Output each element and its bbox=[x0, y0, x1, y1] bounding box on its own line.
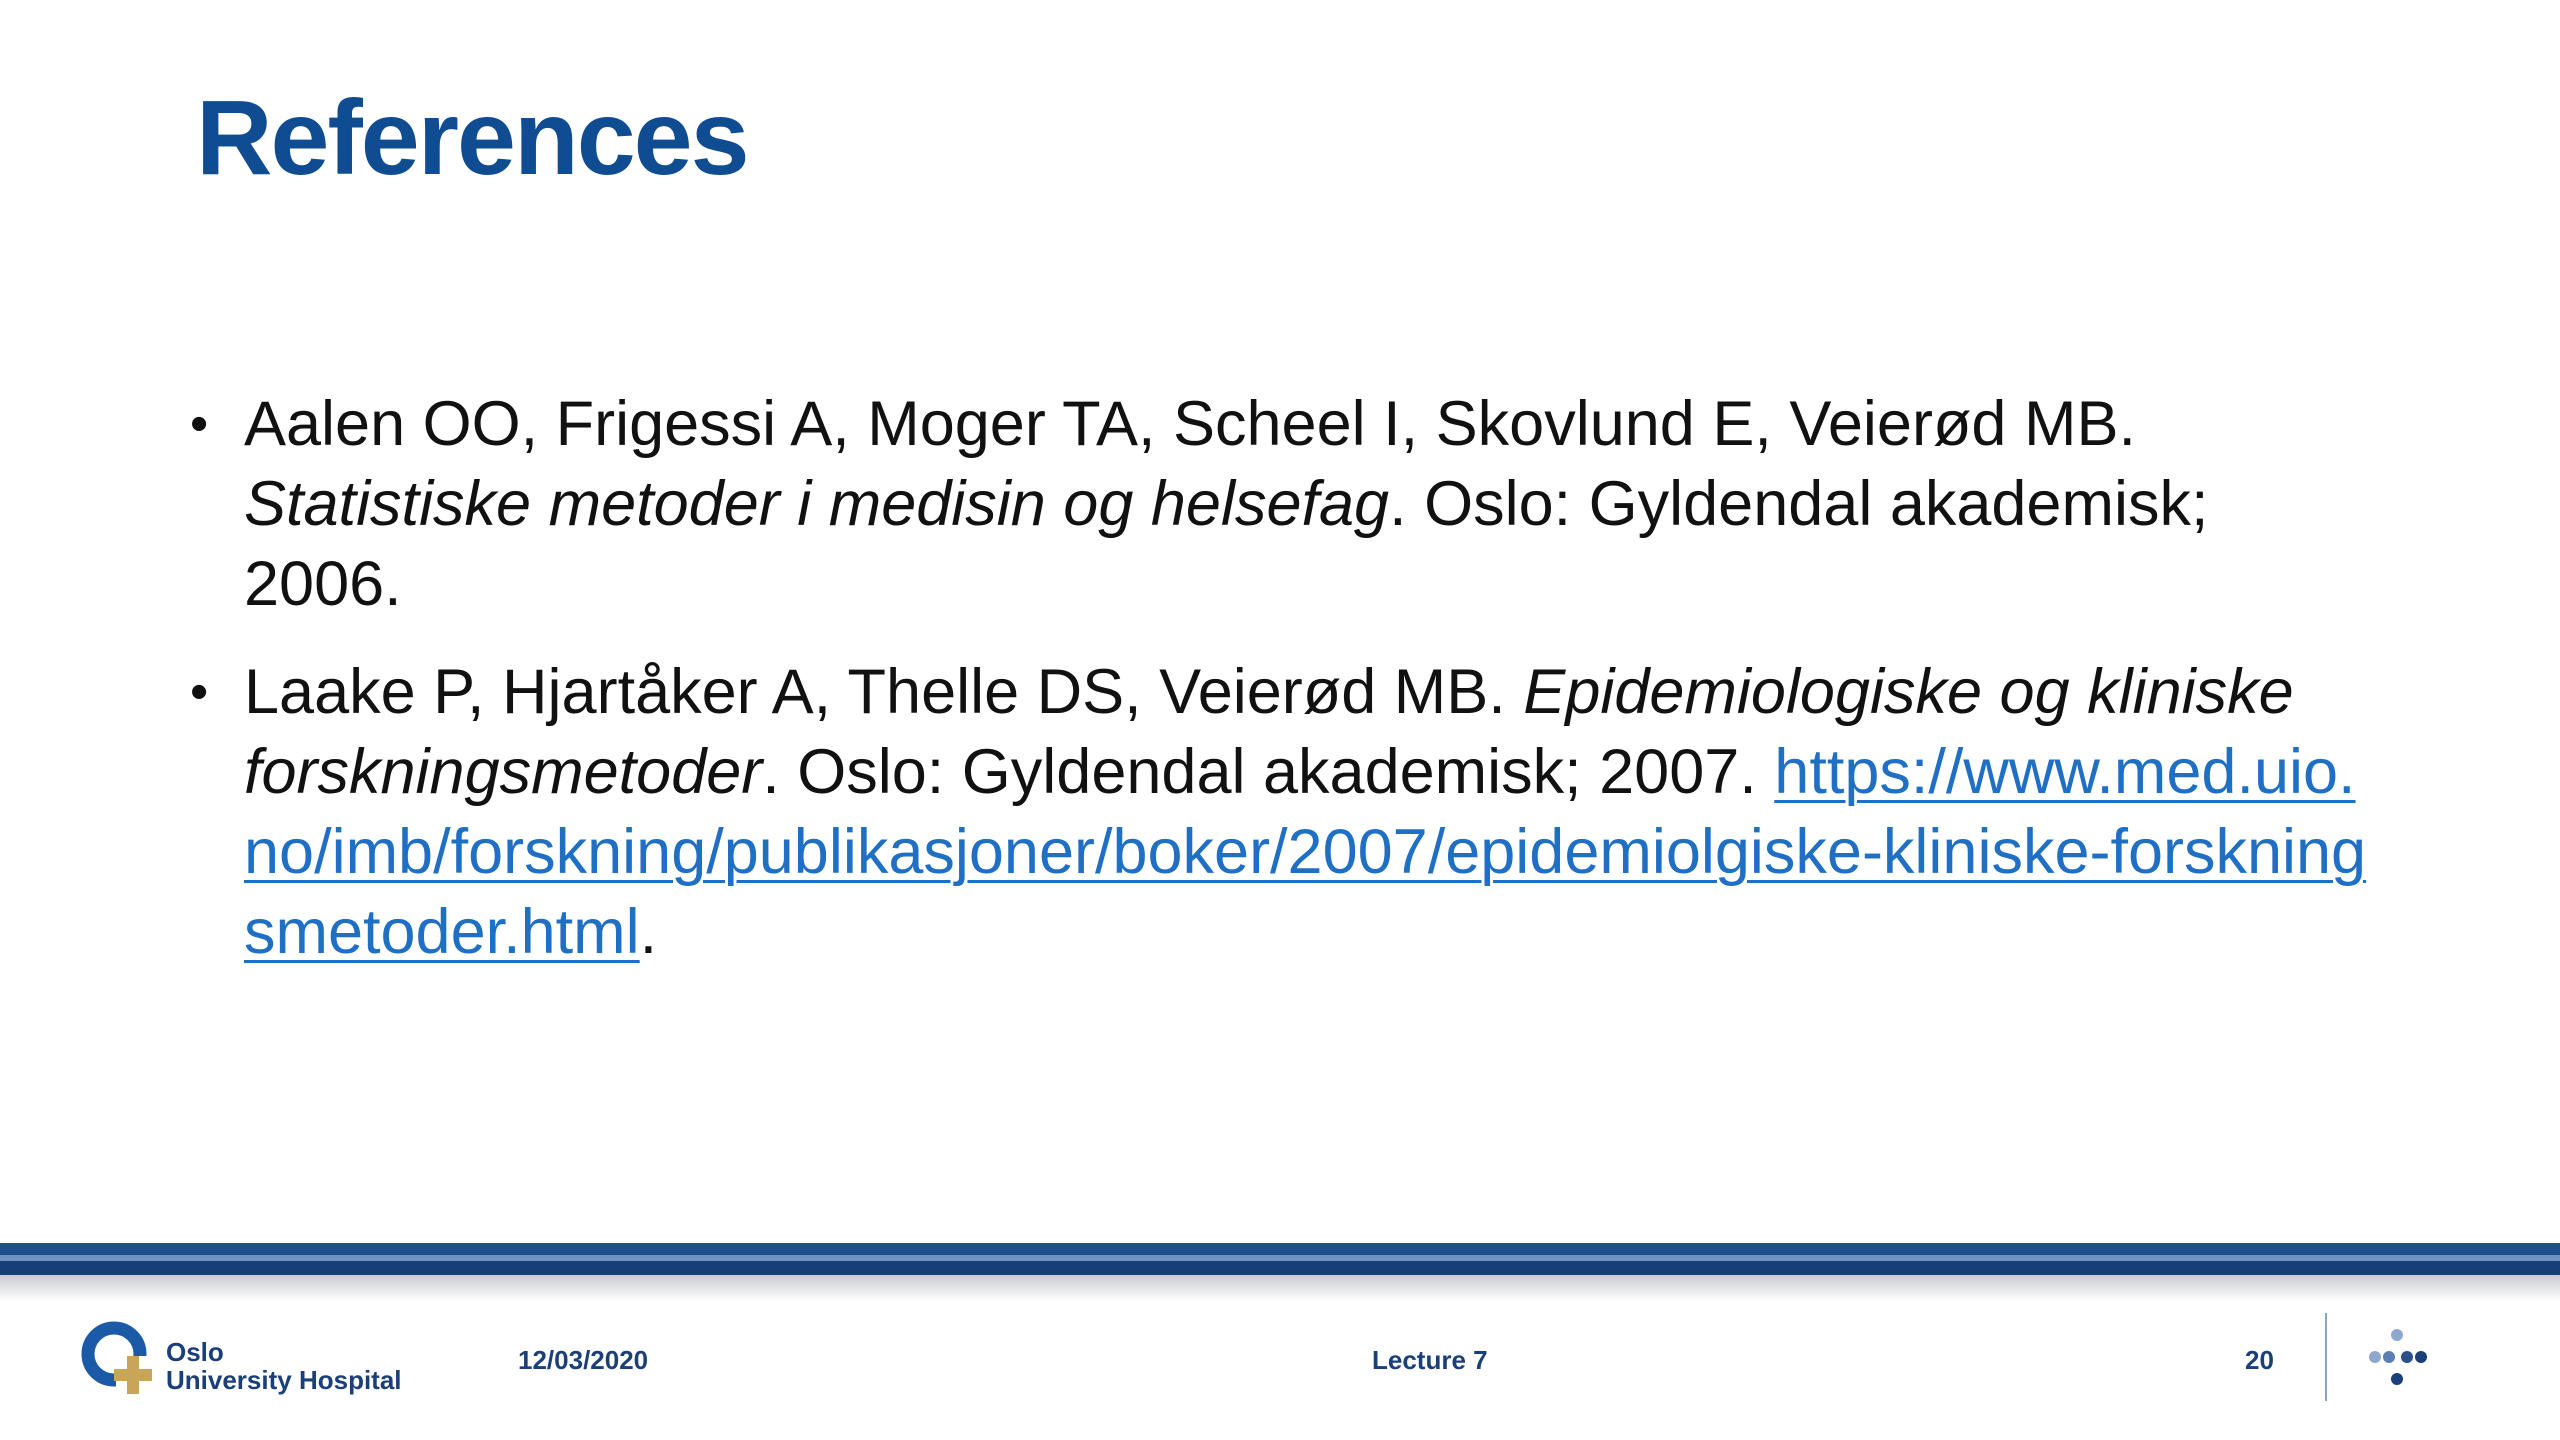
reference-authors: Aalen OO, Frigessi A, Moger TA, Scheel I, Skovlund E, Veierød MB. bbox=[244, 389, 2136, 459]
page-number: 20 bbox=[2245, 1345, 2274, 1375]
reference-book-title: Statistiske metoder i medisin og helsefag bbox=[244, 469, 1390, 539]
reference-book-title: Epidemiologiske og kliniske forskningsmetoder bbox=[244, 657, 2294, 807]
slide-title: References bbox=[196, 79, 748, 197]
footer-band bbox=[0, 1243, 2560, 1255]
footer-divider bbox=[2325, 1313, 2327, 1401]
hospital-name-line1: Oslo bbox=[166, 1337, 224, 1367]
footer-band bbox=[0, 1261, 2560, 1275]
bullet-icon: • bbox=[190, 395, 209, 453]
hospital-logo-icon bbox=[78, 1318, 158, 1398]
navigation-dots-icon[interactable] bbox=[2365, 1325, 2429, 1389]
hospital-name bbox=[166, 1338, 402, 1394]
reference-item bbox=[190, 384, 2370, 624]
reference-trailing: . bbox=[639, 897, 658, 967]
reference-item bbox=[190, 652, 2370, 972]
reference-authors: Laake P, Hjartåker A, Thelle DS, Veierød MB. bbox=[244, 657, 1524, 727]
bullet-icon: • bbox=[190, 663, 209, 721]
reference-publisher: . Oslo: Gyldendal akademisk; 2006. bbox=[244, 469, 2209, 619]
footer-lecture: Lecture 7 bbox=[1372, 1345, 1488, 1375]
footer-shadow bbox=[0, 1275, 2560, 1301]
reference-link[interactable]: https://www.med.uio.no/imb/forskning/publikasjoner/boker/2007/epidemiolgiske-kliniske-forskningsmetoder.html bbox=[244, 737, 2367, 967]
reference-list bbox=[190, 384, 2370, 1000]
footer-date: 12/03/2020 bbox=[518, 1345, 649, 1375]
reference-publisher: . Oslo: Gyldendal akademisk; 2007. bbox=[762, 737, 1775, 807]
hospital-name-line2: University Hospital bbox=[166, 1365, 402, 1395]
